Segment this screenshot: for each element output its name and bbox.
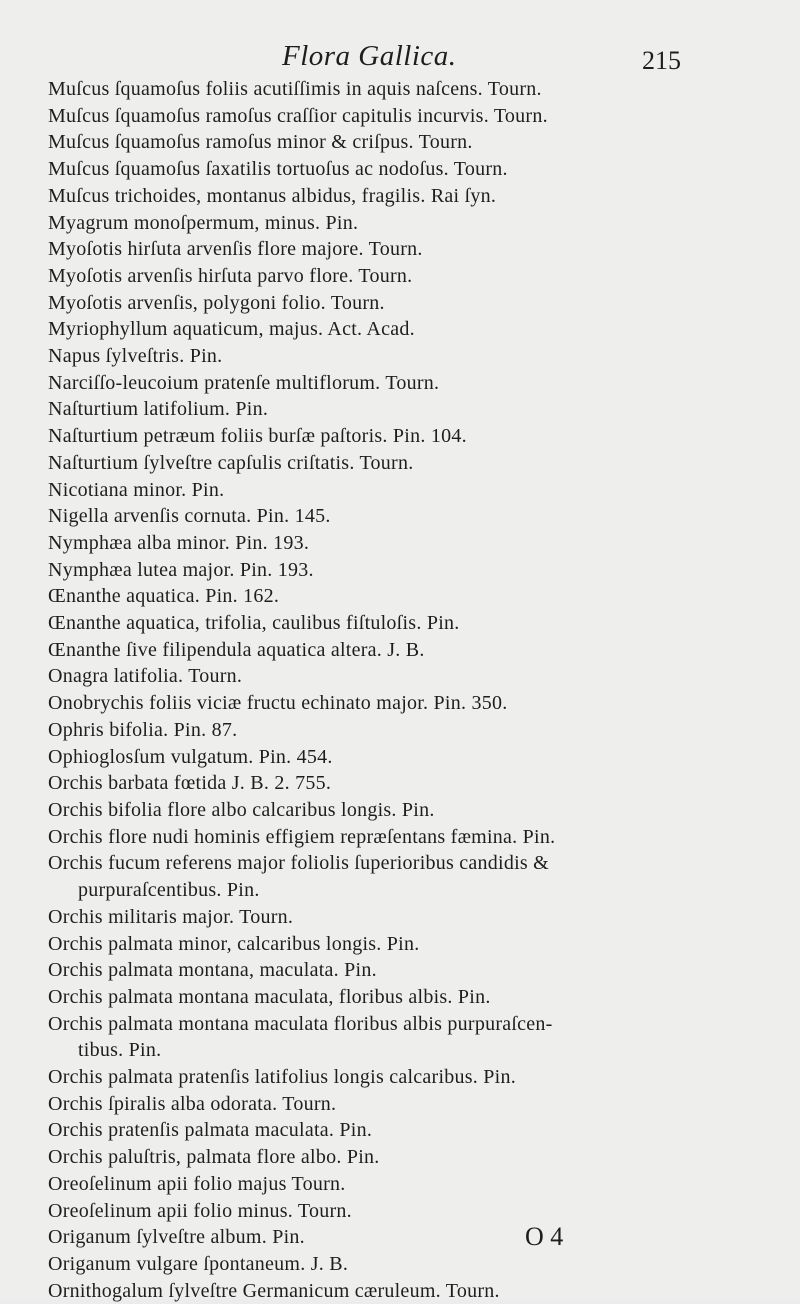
list-item: Orchis ſpiralis alba odorata. Tourn.	[48, 1092, 337, 1115]
list-item: Œnanthe aquatica, trifolia, caulibus fiſtuloſis. Pin.	[48, 612, 460, 635]
list-item: Muſcus ſquamoſus ramoſus craſſior capitulis incurvis. Tourn.	[48, 104, 548, 127]
running-header-title: Flora Gallica.	[282, 40, 457, 72]
list-item: Oreoſelinum apii folio minus. Tourn.	[48, 1199, 352, 1222]
list-item: Œnanthe ſive filipendula aquatica altera. J. B.	[48, 638, 425, 661]
list-item: Onobrychis foliis viciæ fructu echinato major. Pin. 350.	[48, 692, 508, 715]
list-item: Naſturtium petræum foliis burſæ paſtoris. Pin. 104.	[48, 425, 467, 448]
list-item: Muſcus ſquamoſus ſaxatilis tortuoſus ac nodoſus. Tourn.	[48, 158, 508, 181]
list-item: Nigella arvenſis cornuta. Pin. 145.	[48, 505, 331, 528]
list-item: Orchis flore nudi hominis effigiem repræſentans fæmina. Pin.	[48, 825, 556, 848]
list-item: Nymphæa lutea major. Pin. 193.	[48, 558, 314, 581]
list-item: Myoſotis arvenſis, polygoni folio. Tourn.	[48, 291, 385, 314]
list-item: Muſcus ſquamoſus foliis acutiſſimis in aquis naſcens. Tourn.	[48, 78, 542, 100]
list-item: Origanum vulgare ſpontaneum. J. B.	[48, 1252, 349, 1275]
list-item: Muſcus trichoides, montanus albidus, fragilis. Rai ſyn.	[48, 184, 497, 207]
list-item: Orchis pratenſis palmata maculata. Pin.	[48, 1119, 373, 1142]
species-list	[48, 76, 710, 1304]
list-item: Œnanthe aquatica. Pin. 162.	[48, 585, 280, 608]
list-item-text: Orchis palmata montana maculata floribus albis purpuraſcen-	[48, 1012, 553, 1035]
list-item: Myoſotis arvenſis hirſuta parvo flore. Tourn.	[48, 264, 413, 287]
page-number: 215	[642, 46, 681, 75]
list-item: Orchis barbata fœtida J. B. 2. 755.	[48, 772, 332, 795]
list-item-continuation: purpuraſcentibus. Pin.	[78, 879, 260, 902]
list-item: Oreoſelinum apii folio majus Tourn.	[48, 1172, 346, 1195]
list-item: Muſcus ſquamoſus ramoſus minor & criſpus. Tourn.	[48, 131, 473, 154]
list-item: Ornithogalum ſylveſtre Germanicum cæruleum. Tourn.	[48, 1279, 500, 1302]
list-item: Orchis palmata minor, calcaribus longis. Pin.	[48, 932, 420, 955]
list-item: Myagrum monoſpermum, minus. Pin.	[48, 211, 359, 234]
list-item: Orchis palmata montana, maculata. Pin.	[48, 959, 377, 982]
list-item: Myriophyllum aquaticum, majus. Act. Acad.	[48, 318, 415, 341]
list-item: Nicotiana minor. Pin.	[48, 478, 225, 501]
list-item: Myoſotis hirſuta arvenſis flore majore. Tourn.	[48, 238, 423, 261]
list-item: Ophioglosſum vulgatum. Pin. 454.	[48, 745, 333, 768]
list-item: Ophris bifolia. Pin. 87.	[48, 718, 238, 741]
signature-mark: O 4	[525, 1222, 564, 1251]
list-item: Orchis palmata pratenſis latifolius longis calcaribus. Pin.	[48, 1066, 516, 1089]
list-item: Narciſſo-leucoium pratenſe multiflorum. Tourn.	[48, 371, 440, 394]
list-item: Orchis paluſtris, palmata flore albo. Pin.	[48, 1146, 380, 1169]
list-item: Napus ſylveſtris. Pin.	[48, 345, 223, 368]
list-item: Nymphæa alba minor. Pin. 193.	[48, 531, 310, 554]
list-item	[48, 1011, 710, 1064]
list-item-continuation: tibus. Pin.	[78, 1039, 162, 1062]
list-item: Origanum ſylveſtre album. Pin.	[48, 1226, 305, 1249]
list-item: Naſturtium latifolium. Pin.	[48, 398, 269, 421]
list-item-text: Orchis fucum referens major foliolis ſuperioribus candidis &	[48, 852, 549, 875]
list-item: Onagra latifolia. Tourn.	[48, 665, 243, 688]
list-item: Orchis palmata montana maculata, floribus albis. Pin.	[48, 985, 491, 1008]
list-item	[48, 850, 710, 903]
list-item: Orchis militaris major. Tourn.	[48, 905, 294, 928]
list-item: Orchis bifolia flore albo calcaribus longis. Pin.	[48, 798, 435, 821]
list-item: Naſturtium ſylveſtre capſulis criſtatis. Tourn.	[48, 451, 414, 474]
